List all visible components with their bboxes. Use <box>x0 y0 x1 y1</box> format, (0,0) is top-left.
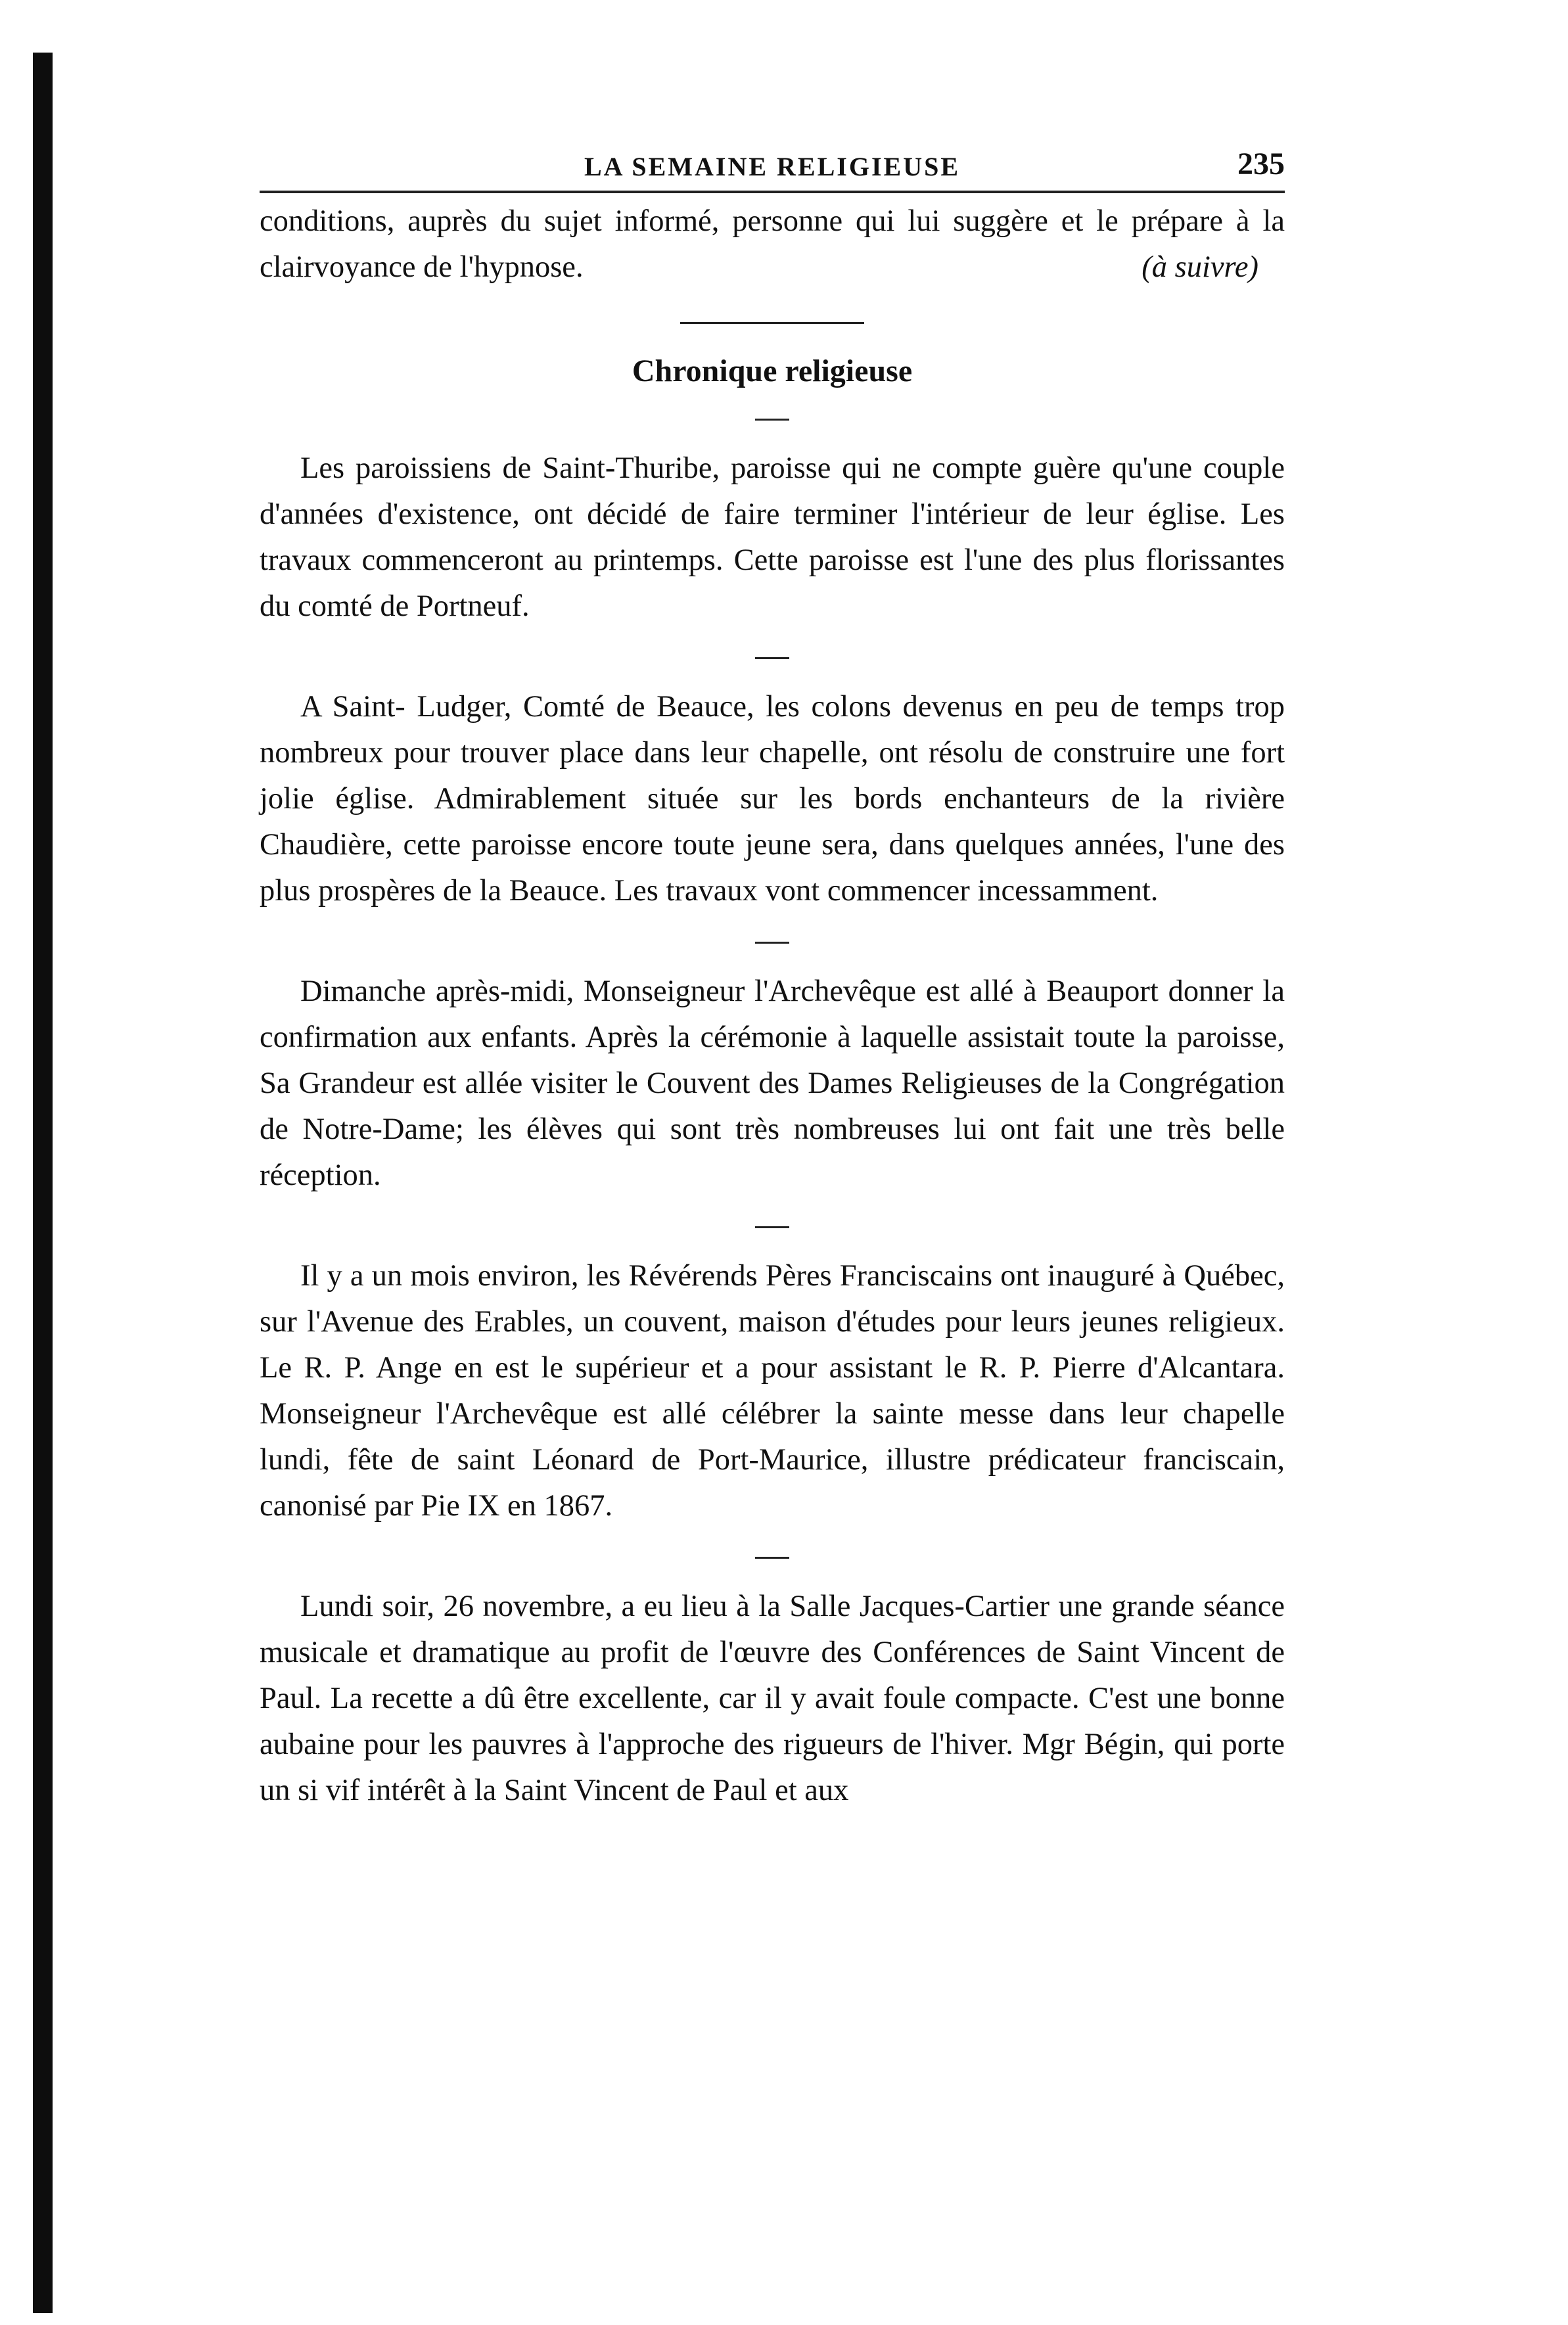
running-title: LA SEMAINE RELIGIEUSE <box>584 152 961 181</box>
paragraph-franciscains: Il y a un mois environ, les Révérends Pères Franciscains ont inauguré à Québec, sur l'Avenue des Erables, un couvent, maison d'études pour leurs jeunes religieux. Le R. P. Ange en est le supérieur et a pour assistant le R. P. Pierre d'Alcantara. Monseigneur l'Archevêque est allé célébrer la sainte messe dans leur chapelle lundi, fête de saint Léonard de Port-Maurice, illustre prédicateur franciscain, canonisé par Pie IX en 1867. <box>260 1259 1285 1523</box>
separator-dash <box>755 419 789 421</box>
continuation-text: conditions, auprès du sujet informé, personne qui lui suggère et le prépare à la clairvoyance de l'hypnose. <box>260 204 1285 284</box>
paragraph-saint-ludger: A Saint- Ludger, Comté de Beauce, les colons devenus en peu de temps trop nombreux pour trouver place dans leur chapelle, ont résolu de construire une fort jolie église. Admirablement située sur les bords enchanteurs de la rivière Chaudière, cette paroisse encore toute jeune sera, dans quelques années, l'une des plus prospères de la Beauce. Les travaux vont commencer incessamment. <box>260 690 1285 908</box>
continuation-paragraph <box>260 198 1285 290</box>
section-title: Chronique religieuse <box>632 354 913 388</box>
separator-dash <box>755 942 789 944</box>
running-head <box>260 145 1285 193</box>
paragraph-saint-thuribe: Les paroissiens de Saint-Thuribe, paroisse qui ne compte guère qu'une couple d'années d'existence, ont décidé de faire terminer l'intérieur de leur église. Les travaux commenceront au printemps. Cette paroisse est l'une des plus florissantes du comté de Portneuf. <box>260 451 1285 623</box>
page <box>260 145 1285 1814</box>
separator-dash <box>755 657 789 659</box>
to-be-continued-note: (à suivre) <box>1141 250 1258 284</box>
paragraph-salle-jacques-cartier: Lundi soir, 26 novembre, a eu lieu à la Salle Jacques-Cartier une grande séance musicale et dramatique au profit de l'œuvre des Conférences de Saint Vincent de Paul. La recette a dû être excellente, car il y avait foule compacte. C'est une bonne aubaine pour les pauvres à l'approche des rigueurs de l'hiver. Mgr Bégin, qui porte un si vif intérêt à la Saint Vincent de Paul et aux <box>260 1590 1285 1807</box>
paragraph-beauport: Dimanche après-midi, Monseigneur l'Archevêque est allé à Beauport donner la confirmation aux enfants. Après la cérémonie à laquelle assistait toute la paroisse, Sa Grandeur est allée visiter le Couvent des Dames Religieuses de la Congrégation de Notre-Dame; les élèves qui sont très nombreuses lui ont fait une très belle réception. <box>260 975 1285 1192</box>
separator-dash <box>755 1226 789 1228</box>
section-rule <box>680 322 864 324</box>
binding-edge <box>33 53 53 2313</box>
separator-dash <box>755 1557 789 1559</box>
page-number: 235 <box>1237 147 1285 181</box>
